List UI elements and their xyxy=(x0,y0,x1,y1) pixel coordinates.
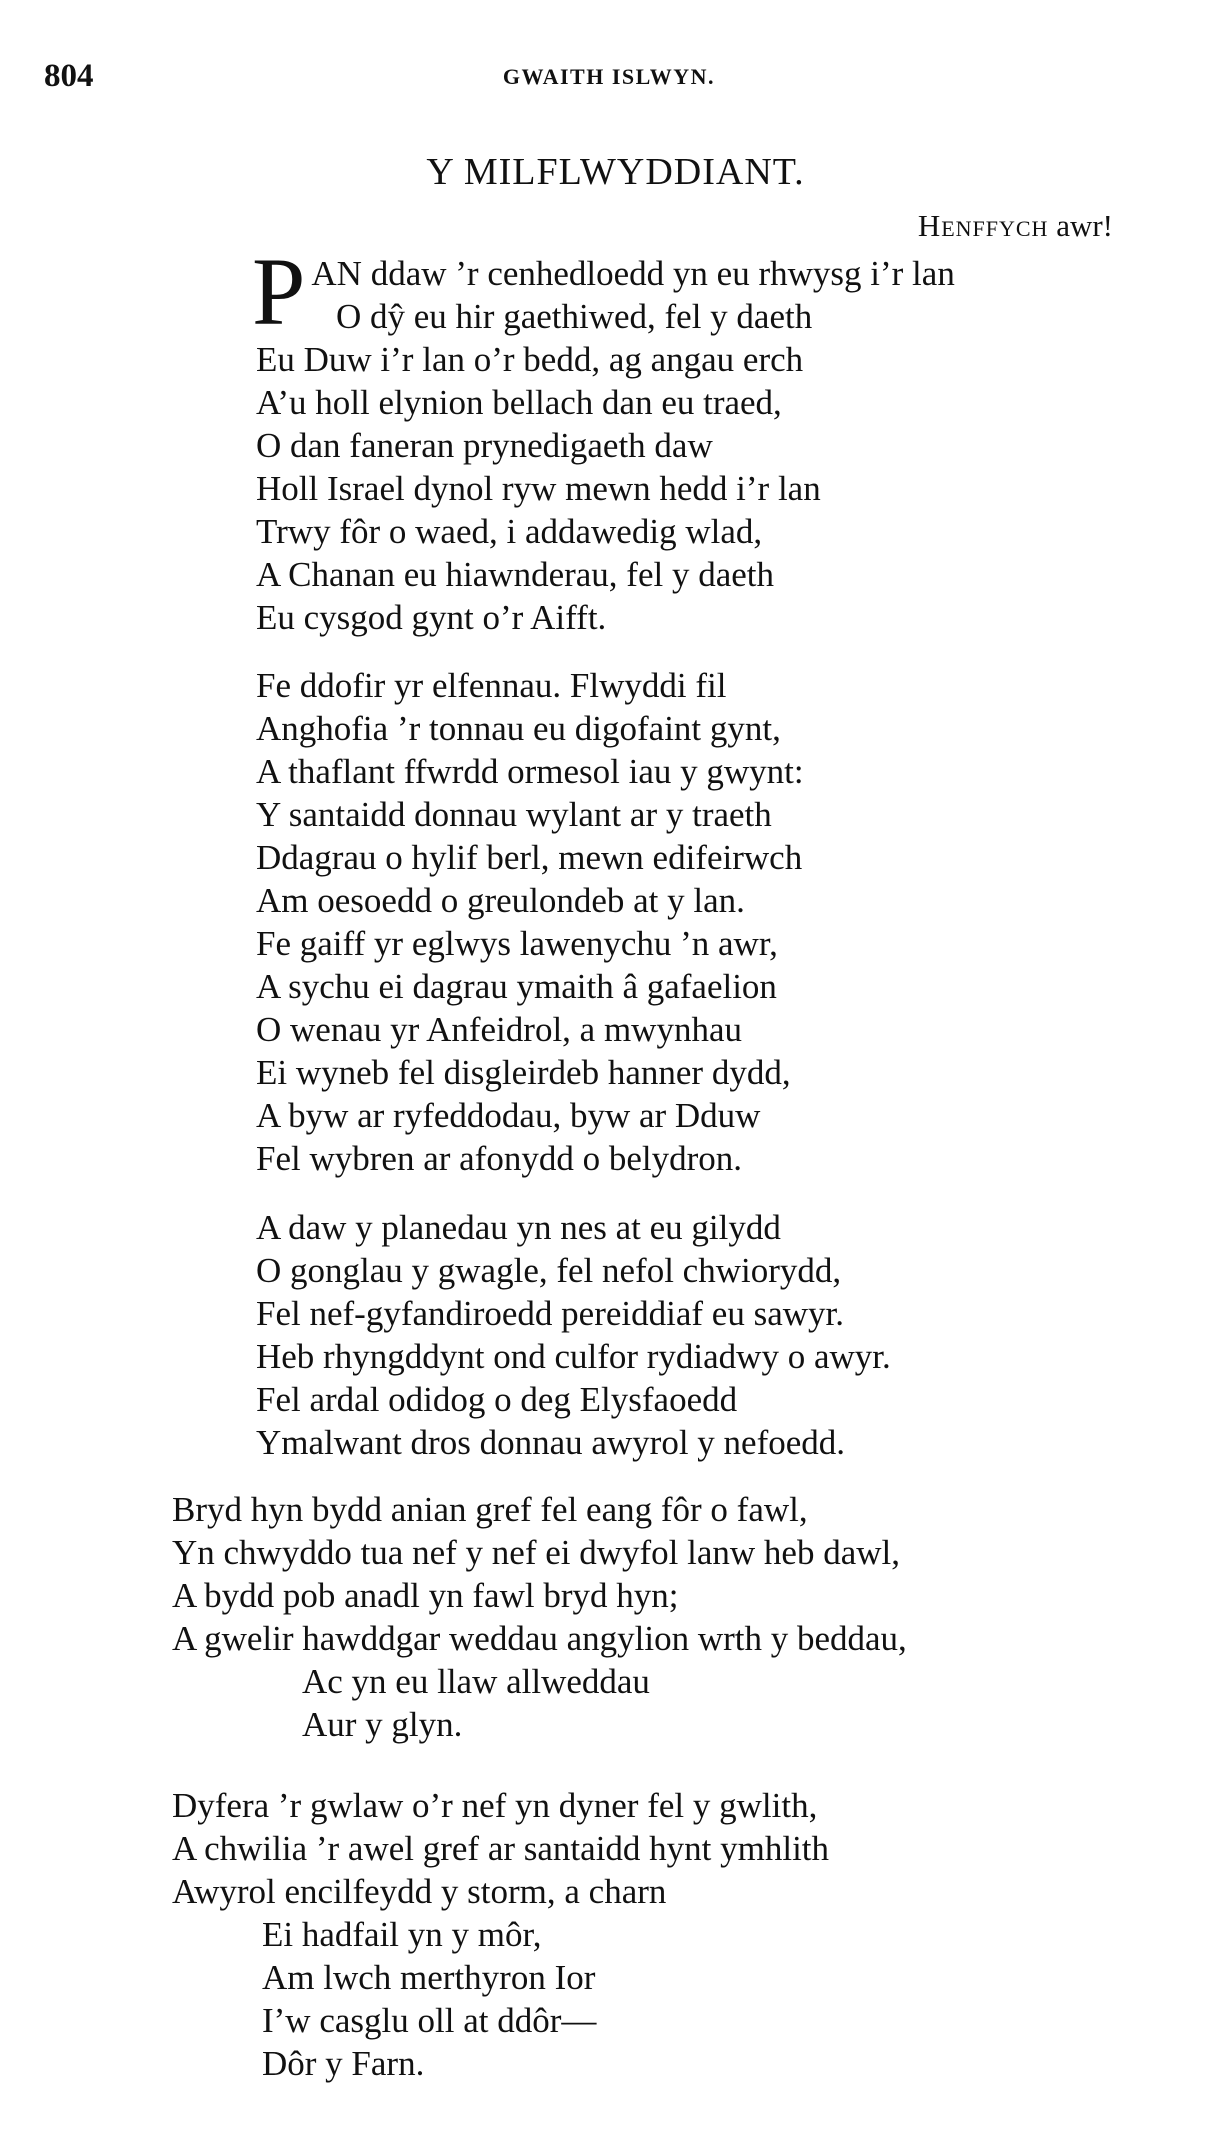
verse-line: O dŷ eu hir gaethiwed, fel y daeth xyxy=(336,297,813,336)
epigraph-rest: awr! xyxy=(1056,208,1113,243)
verse-line: Ddagrau o hylif berl, mewn edifeirwch xyxy=(256,838,803,877)
verse-line: Bryd hyn bydd anian gref fel eang fôr o fawl, xyxy=(172,1490,808,1529)
epigraph xyxy=(918,208,1113,244)
verse-line: A thaflant ffwrdd ormesol iau y gwynt: xyxy=(256,752,804,791)
verse-line: A bydd pob anadl yn fawl bryd hyn; xyxy=(172,1576,679,1615)
verse-line: O dan faneran prynedigaeth daw xyxy=(256,426,713,465)
verse-line: Ymalwant dros donnau awyrol y nefoedd. xyxy=(256,1423,846,1462)
first-line-text: ddaw ’r cenhedloedd yn eu rhwysg i’r lan xyxy=(361,254,955,293)
running-head: GWAITH ISLWYN. xyxy=(502,64,716,89)
verse-line: Yn chwyddo tua nef y nef ei dwyfol lanw heb dawl, xyxy=(172,1533,900,1572)
verse-line: A Chanan eu hiawnderau, fel y daeth xyxy=(256,555,775,594)
poem-title: Y MILFLWYDDIANT. xyxy=(426,151,805,193)
verse-line: Ei hadfail yn y môr, xyxy=(262,1915,542,1954)
verse-line: Am lwch merthyron Ior xyxy=(262,1958,596,1997)
verse-line: Am oesoedd o greulondeb at y lan. xyxy=(256,881,745,920)
verse-line: Fe gaiff yr eglwys lawenychu ’n awr, xyxy=(256,924,778,963)
verse-line: Ac yn eu llaw allweddau xyxy=(302,1662,650,1701)
verse-line: I’w casglu oll at ddôr— xyxy=(262,2001,597,2040)
verse-line: Awyrol encilfeydd y storm, a charn xyxy=(172,1872,667,1911)
verse-line: Anghofia ’r tonnau eu digofaint gynt, xyxy=(256,709,781,748)
verse-line: Fel nef-gyfandiroedd pereiddiaf eu sawyr. xyxy=(256,1294,844,1333)
verse-line: A chwilia ’r awel gref ar santaidd hynt ymhlith xyxy=(172,1829,830,1868)
stanza-3 xyxy=(256,1206,891,1464)
stanza-4 xyxy=(172,1488,907,1746)
verse-line: O gonglau y gwagle, fel nefol chwiorydd, xyxy=(256,1251,842,1290)
stanza-2 xyxy=(256,664,804,1180)
first-word-rest: AN xyxy=(311,254,362,293)
verse-line: Fe ddofir yr elfennau. Flwyddi fil xyxy=(256,666,727,705)
verse-line: A byw ar ryfeddodau, byw ar Dduw xyxy=(256,1096,761,1135)
verse-line: Trwy fôr o waed, i addawedig wlad, xyxy=(256,512,763,551)
verse-line: Dôr y Farn. xyxy=(262,2044,425,2083)
verse-line: Dyfera ’r gwlaw o’r nef yn dyner fel y gwlith, xyxy=(172,1786,818,1825)
verse-line: Fel wybren ar afonydd o belydron. xyxy=(256,1139,742,1178)
page-header xyxy=(44,58,1174,98)
drop-cap: P xyxy=(252,238,306,345)
verse-line: A daw y planedau yn nes at eu gilydd xyxy=(256,1208,781,1247)
verse-line: Eu cysgod gynt o’r Aifft. xyxy=(256,598,607,637)
verse-line: Aur y glyn. xyxy=(302,1705,463,1744)
verse-line: Y santaidd donnau wylant ar y traeth xyxy=(256,795,772,834)
stanza-5 xyxy=(172,1784,829,2085)
stanza-1 xyxy=(252,238,955,639)
verse-line: Ei wyneb fel disgleirdeb hanner dydd, xyxy=(256,1053,791,1092)
verse-line: O wenau yr Anfeidrol, a mwynhau xyxy=(256,1010,742,1049)
epigraph-lead: Henffych xyxy=(917,208,1049,243)
page-number: 804 xyxy=(44,58,94,94)
verse-line: A’u holl elynion bellach dan eu traed, xyxy=(256,383,782,422)
verse-line: Fel ardal odidog o deg Elysfaoedd xyxy=(256,1380,738,1419)
verse-line: A sychu ei dagrau ymaith â gafaelion xyxy=(256,967,777,1006)
verse-line: A gwelir hawddgar weddau angylion wrth y beddau, xyxy=(172,1619,907,1658)
verse-line: Heb rhyngddynt ond culfor rydiadwy o awyr. xyxy=(256,1337,891,1376)
verse-line: Holl Israel dynol ryw mewn hedd i’r lan xyxy=(256,469,821,508)
verse-line: Eu Duw i’r lan o’r bedd, ag angau erch xyxy=(256,340,804,379)
